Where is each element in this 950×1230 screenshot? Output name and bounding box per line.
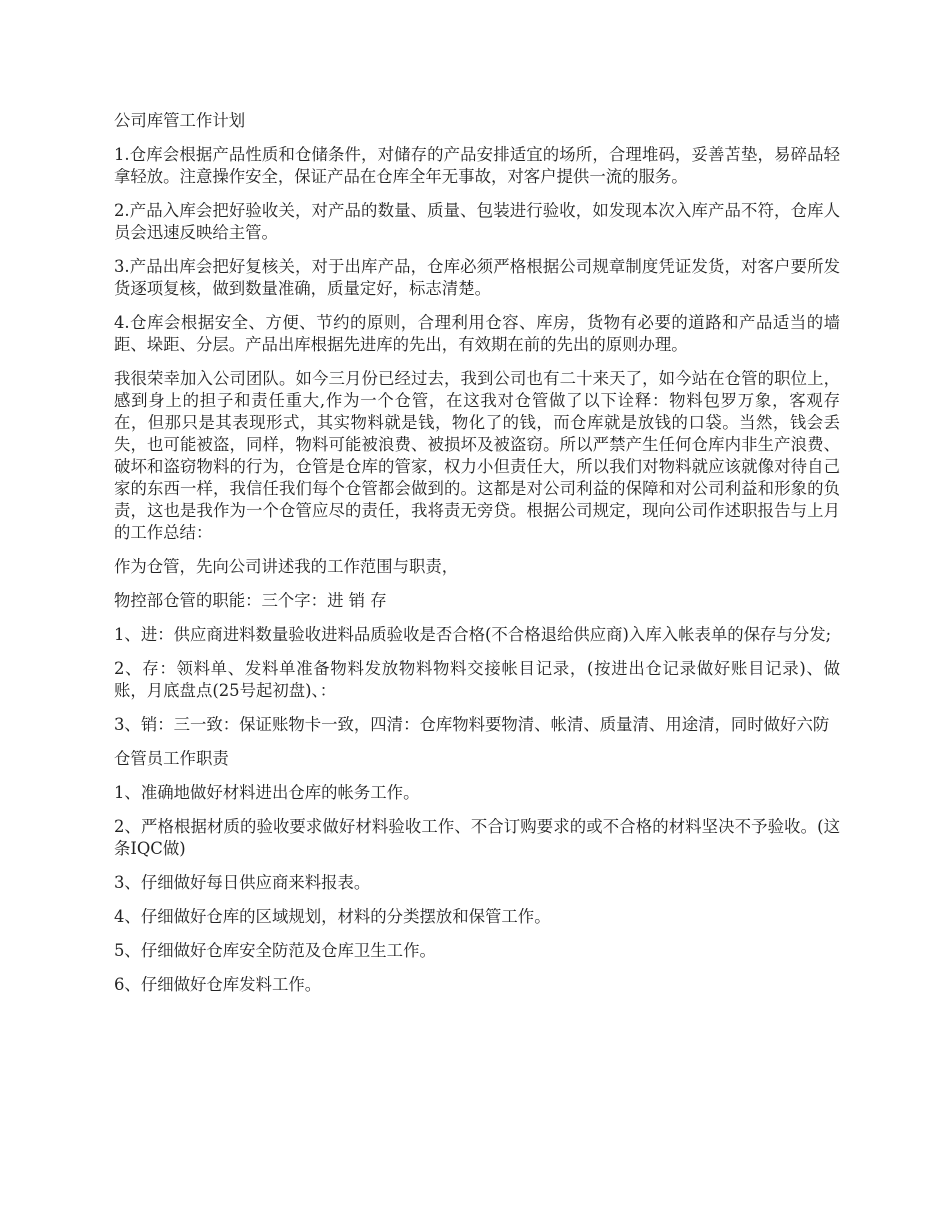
- duty-item-6: 6、仔细做好仓库发料工作。: [114, 975, 322, 994]
- paragraph-intro: 我很荣幸加入公司团队。如今三月份已经过去，我到公司也有二十来天了，如今站在仓管的职位上，感到身上的担子和责任重大,作为一个仓管，在这我对仓管做了以下诠释：物料包罗万象，客观存在，但那只是其表现形式，其实物料就是钱，物化了的钱，而仓库就是放钱的口袋。当然，钱会丢失，也可能被盗，同样，物料可能被浪费、被损坏及被盗窃。所以严禁产生任何仓库内非生产浪费、破坏和盗窃物料的行为，仓管是仓库的管家，权力小但责任大，所以我们对物料就应该就像对待自己家的东西一样，我信任我们每个仓管都会做到的。这都是对公司利益的保障和对公司利益和形象的负责，这也是我作为一个仓管应尽的责任，我将责无旁贷。根据公司规定，现向公司作述职报告与上月的工作总结：: [114, 369, 840, 542]
- paragraph-plan-4: 4.仓库会根据安全、方便、节约的原则，合理利用仓容、库房，货物有必要的道路和产品适当的墙距、垛距、分层。产品出库根据先进库的先出，有效期在前的先出的原则办理。: [114, 313, 840, 354]
- paragraph-function-out: 3、销：三一致：保证账物卡一致，四清：仓库物料要物清、帐清、质量清、用途清，同时做好六防: [114, 715, 830, 734]
- paragraph-functions: 物控部仓管的职能：三个字：进 销 存: [114, 591, 387, 610]
- paragraph-plan-3: 3.产品出库会把好复核关，对于出库产品，仓库必须严格根据公司规章制度凭证发货，对客户要所发货逐项复核，做到数量准确，质量定好，标志清楚。: [114, 257, 840, 298]
- document-page: [114, 110, 840, 1008]
- paragraph-plan-2: 2.产品入库会把好验收关，对产品的数量、质量、包装进行验收，如发现本次入库产品不符，仓库人员会迅速反映给主管。: [114, 201, 840, 242]
- duty-item-3: 3、仔细做好每日供应商来料报表。: [114, 873, 371, 892]
- section-heading-duties: 仓管员工作职责: [114, 749, 229, 768]
- document-title: 公司库管工作计划: [114, 111, 246, 130]
- duty-item-4: 4、仔细做好仓库的区域规划，材料的分类摆放和保管工作。: [114, 907, 551, 926]
- paragraph-function-in: 1、进：供应商进料数量验收进料品质验收是否合格(不合格退给供应商)入库入帐表单的保存与分发;: [114, 625, 832, 644]
- duty-item-1: 1、准确地做好材料进出仓库的帐务工作。: [114, 783, 420, 802]
- paragraph-plan-1: 1.仓库会根据产品性质和仓储条件，对储存的产品安排适宜的场所，合理堆码，妥善苫垫，易碎品轻拿轻放。注意操作安全，保证产品在仓库全年无事故，对客户提供一流的服务。: [114, 145, 840, 186]
- duty-item-2: 2、严格根据材质的验收要求做好材料验收工作、不合订购要求的或不合格的材料坚决不予验收。(这条IQC做): [114, 817, 840, 858]
- paragraph-function-store: 2、存：领料单、发料单准备物料发放物料物料交接帐目记录，(按进出仓记录做好账目记录)、做账，月底盘点(25号起初盘)、：: [114, 659, 840, 700]
- paragraph-scope: 作为仓管，先向公司讲述我的工作范围与职责，: [114, 557, 459, 576]
- duty-item-5: 5、仔细做好仓库安全防范及仓库卫生工作。: [114, 941, 436, 960]
